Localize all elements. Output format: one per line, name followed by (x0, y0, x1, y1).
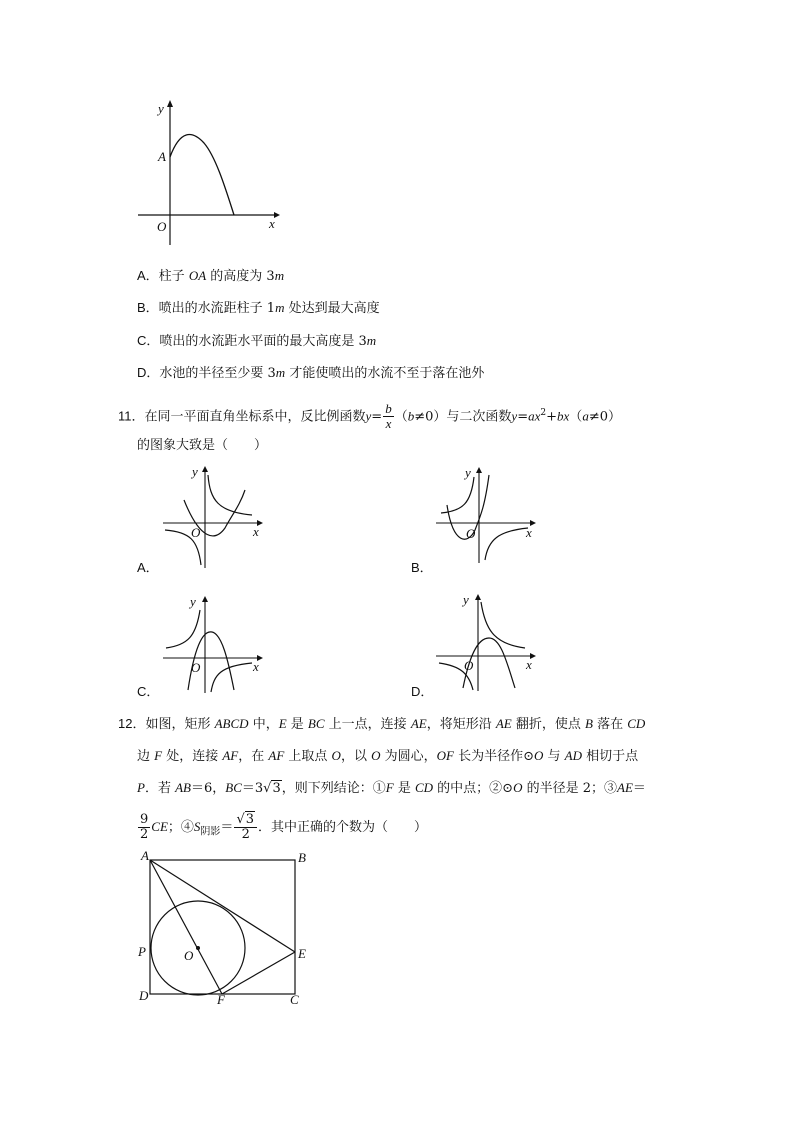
segment-ef (222, 952, 295, 994)
text: 如图，矩形 (145, 717, 215, 732)
text: ＝6， (190, 781, 226, 796)
var: CE (151, 819, 168, 834)
q11-option-b-label: B． (411, 560, 433, 575)
q12-figure (130, 848, 320, 1008)
x-label: x (253, 659, 259, 674)
y-label: y (463, 592, 469, 607)
point-e-label: E (298, 946, 306, 961)
q11-stem-line2 (137, 436, 267, 456)
text: ≠0） (414, 409, 447, 425)
var: CD (414, 780, 434, 795)
denominator: 2 (140, 827, 149, 842)
sqrt-radicand: 3 (245, 812, 255, 827)
x-label: x (253, 524, 259, 539)
rectangle-abcd (150, 860, 295, 994)
x-label: x (269, 216, 275, 231)
term-bx: bx (557, 408, 570, 424)
y-label: y (158, 101, 164, 116)
segment-ae (150, 860, 295, 952)
option-label: A． (137, 268, 159, 283)
q10-option-a (137, 266, 284, 287)
point-p-label: P (138, 944, 146, 959)
q10-option-d (137, 363, 484, 384)
unit: m (274, 268, 285, 283)
fraction-9-over-2 (138, 813, 150, 842)
var: F (385, 780, 394, 795)
var: O (331, 748, 341, 763)
y-axis-arrow (202, 466, 208, 472)
fraction-b-over-x (383, 402, 394, 431)
q11-stem-line1 (118, 398, 621, 432)
q11-option-c-label: C． (137, 684, 160, 699)
var: F (154, 748, 163, 763)
y-label: y (465, 465, 471, 480)
text: ，将矩形沿 (426, 717, 496, 732)
y-label: y (190, 594, 196, 609)
text: 才能使喷出的水流不至于落在池外 (285, 366, 485, 381)
text: 上一点，连接 (324, 717, 411, 732)
var: AF (222, 748, 239, 763)
q10-option-b (137, 298, 380, 319)
var-y: y (511, 408, 518, 424)
text: ，以 (340, 749, 372, 764)
origin-label: O (191, 525, 201, 540)
x-axis-arrow (274, 212, 280, 218)
question-number: 12． (118, 716, 146, 731)
var: AE (410, 716, 427, 731)
denominator: 2 (241, 827, 250, 842)
text: ．其中正确的个数为（ ） (258, 820, 428, 835)
text: = (517, 409, 529, 425)
question-number: 11． (118, 408, 145, 424)
point-d-label: D (139, 988, 149, 1003)
origin-label: O (157, 219, 167, 234)
var: AD (564, 748, 582, 763)
numerator: 9 (140, 812, 149, 827)
fraction-sqrt3-over-2 (234, 813, 257, 842)
q11-graph-d (433, 588, 543, 693)
text: 是 (286, 717, 308, 732)
text: 相切于点 (581, 749, 639, 764)
var: AE (617, 780, 633, 795)
q11-option-a-label: A． (137, 560, 159, 575)
text: 处，连接 (162, 749, 223, 764)
q10-figure (130, 95, 290, 255)
point-a-label: A (158, 149, 166, 164)
text: 的高度为 3 (206, 269, 275, 284)
text: 喷出的水流距柱子 1 (158, 301, 276, 316)
var: OF (436, 748, 454, 763)
option-label: C． (137, 333, 160, 348)
text: 在同一平面直角坐标系中，反比例函数 (144, 409, 366, 425)
text: 喷出的水流距水平面的最大高度是 3 (159, 334, 367, 349)
q11-graph-a (160, 460, 270, 570)
text: 水池的半径至少要 3 (159, 366, 276, 381)
text: ＝ (632, 781, 646, 796)
q11-graph-c (160, 590, 270, 695)
var: ABCD (214, 716, 249, 731)
var: E (278, 716, 287, 731)
option-label: D． (137, 365, 160, 380)
text: = (371, 409, 383, 425)
text: ，则下列结论：① (281, 781, 386, 796)
var: AE (495, 716, 512, 731)
q12-stem-line3 (137, 778, 646, 799)
segment-af (150, 860, 222, 994)
q12-stem-line4 (137, 810, 427, 850)
hyperbola-q2 (441, 477, 474, 513)
denominator: x (385, 416, 392, 432)
hyperbola-q1 (481, 602, 525, 648)
text: 长为半径作⊙ (453, 749, 534, 764)
y-axis-arrow (202, 596, 208, 602)
q10-option-c (137, 331, 376, 352)
var: O (371, 748, 381, 763)
text: 落在 (592, 717, 628, 732)
origin-label: O (191, 660, 201, 675)
y-axis-arrow (167, 100, 173, 107)
sqrt-symbol: √ (263, 781, 272, 796)
text: 是 (393, 781, 415, 796)
q11-graph-b (433, 465, 543, 565)
var: B (585, 716, 593, 731)
point-b-label: B (298, 850, 306, 865)
text: 翻折，使点 (511, 717, 585, 732)
hyperbola-q1 (208, 475, 252, 515)
text: （ (569, 409, 583, 425)
var: AB (175, 780, 191, 795)
numerator (234, 813, 257, 828)
y-label: y (192, 464, 198, 479)
var: S (193, 819, 201, 834)
text: 上取点 (284, 749, 332, 764)
var: P (137, 780, 145, 795)
q12-stem-line2 (137, 746, 638, 767)
var: AF (268, 748, 285, 763)
var: BC (225, 780, 242, 795)
point-c-label: C (290, 992, 299, 1007)
text: 柱子 (158, 269, 189, 284)
text: 的图象大致是（ ） (137, 438, 268, 453)
hyperbola-q2 (166, 610, 200, 648)
var-b: b (407, 408, 415, 424)
text: ；④ (167, 820, 194, 835)
text: + (546, 409, 558, 425)
unit: m (275, 365, 286, 380)
text: 与二次函数 (446, 409, 512, 425)
unit: m (366, 333, 377, 348)
origin-label: O (464, 658, 474, 673)
option-label: B． (137, 300, 159, 315)
text: ≠0） (588, 409, 621, 425)
point-o-label: O (184, 948, 194, 963)
text: 的中点；②⊙ (433, 781, 514, 796)
origin-label: O (466, 526, 476, 541)
y-axis-arrow (476, 467, 482, 473)
q12-stem-line1 (118, 714, 645, 735)
q11-option-d-label: D． (411, 684, 434, 699)
text: 中， (248, 717, 279, 732)
text: 为圆心， (380, 749, 437, 764)
center-dot (196, 946, 200, 950)
text: 的半径是 2；③ (522, 781, 618, 796)
subscript: 阴影 (200, 826, 221, 838)
exponent: 2 (540, 408, 547, 418)
text: （ (394, 409, 408, 425)
text: ＝ (220, 820, 234, 835)
var-a: a (582, 408, 589, 424)
var-y: y (365, 408, 372, 424)
text: 处达到最大高度 (284, 301, 380, 316)
var-oa: OA (188, 268, 207, 283)
text: ．若 (144, 781, 176, 796)
x-label: x (526, 525, 532, 540)
point-a-label: A (141, 848, 149, 863)
point-f-label: F (217, 992, 225, 1007)
unit: m (275, 300, 285, 315)
text: 与 (543, 749, 565, 764)
var: CD (627, 716, 646, 731)
sqrt-radicand: 3 (272, 781, 281, 796)
text: ＝3 (241, 781, 264, 796)
var: O (513, 780, 523, 795)
parabola-curve (170, 135, 234, 215)
text: ，在 (238, 749, 269, 764)
var: BC (307, 716, 325, 731)
x-label: x (526, 657, 532, 672)
y-axis-arrow (475, 594, 481, 600)
sqrt-symbol: √ (236, 812, 245, 827)
text: 边 (137, 749, 155, 764)
numerator: b (385, 401, 392, 417)
var: O (533, 748, 544, 763)
hyperbola-q4 (485, 528, 528, 560)
term-ax: ax (528, 408, 541, 424)
